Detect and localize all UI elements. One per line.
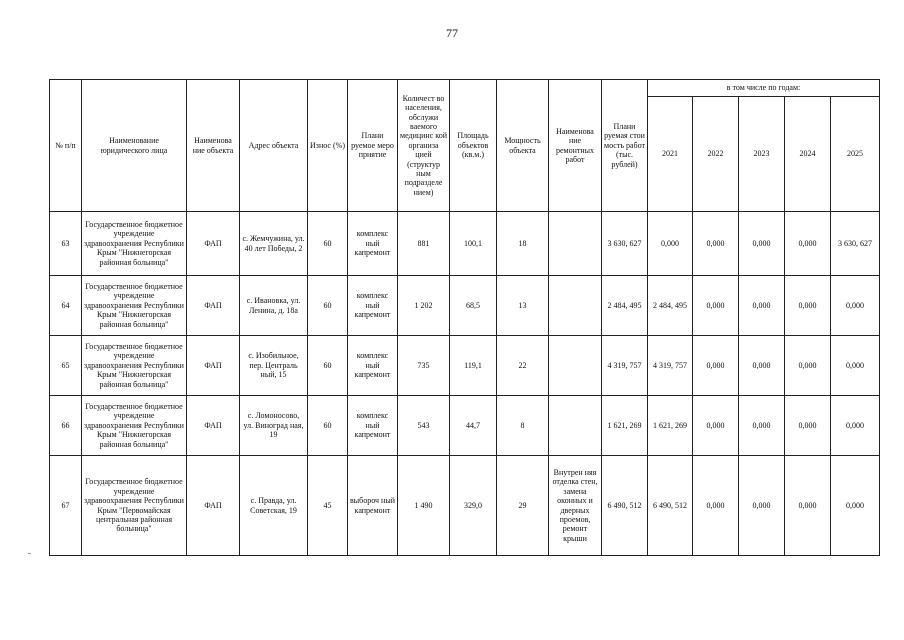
row-year-2021: 2 484, 495 xyxy=(648,276,693,336)
header-population: Количест во населения, обслужи ваемого медицинс кой организа цией (структур ным подразделе нием) xyxy=(398,80,450,212)
row-wear: 45 xyxy=(308,456,348,556)
row-year-2021: 0,000 xyxy=(648,212,693,276)
table-row xyxy=(50,212,880,276)
row-object-name: ФАП xyxy=(187,456,240,556)
header-capacity: Мощность объекта xyxy=(497,80,549,212)
row-num: 66 xyxy=(50,396,82,456)
row-capacity: 18 xyxy=(497,212,549,276)
row-capacity: 8 xyxy=(497,396,549,456)
row-year-2024: 0,000 xyxy=(785,456,831,556)
row-cost: 2 484, 495 xyxy=(602,276,648,336)
row-num: 67 xyxy=(50,456,82,556)
row-entity: Государственное бюджетное учреждение здравоохранения Республики Крым "Нижнегорская районная больница" xyxy=(82,396,187,456)
table-row xyxy=(50,396,880,456)
row-entity: Государственное бюджетное учреждение здравоохранения Республики Крым "Нижнегорская районная больница" xyxy=(82,276,187,336)
row-cost: 1 621, 269 xyxy=(602,396,648,456)
row-year-2023: 0,000 xyxy=(739,456,785,556)
header-area: Площадь объектов (кв.м.) xyxy=(450,80,497,212)
row-year-2025: 0,000 xyxy=(831,396,880,456)
row-object-name: ФАП xyxy=(187,276,240,336)
row-address: с. Жемчужина, ул. 40 лет Победы, 2 xyxy=(240,212,308,276)
row-capacity: 13 xyxy=(497,276,549,336)
row-capacity: 29 xyxy=(497,456,549,556)
row-wear: 60 xyxy=(308,336,348,396)
row-year-2023: 0,000 xyxy=(739,276,785,336)
row-measure: комплекс ный капремонт xyxy=(348,212,398,276)
row-population: 881 xyxy=(398,212,450,276)
row-year-2024: 0,000 xyxy=(785,276,831,336)
row-capacity: 22 xyxy=(497,336,549,396)
row-year-2024: 0,000 xyxy=(785,336,831,396)
table-row xyxy=(50,276,880,336)
row-population: 543 xyxy=(398,396,450,456)
row-measure: комплекс ный капремонт xyxy=(348,336,398,396)
header-by-years: в том числе по годам: xyxy=(648,80,880,97)
page-number: 77 xyxy=(446,26,458,40)
row-wear: 60 xyxy=(308,212,348,276)
header-num: № п/п xyxy=(50,80,82,212)
row-entity: Государственное бюджетное учреждение здравоохранения Республики Крым "Нижнегорская районная больница" xyxy=(82,212,187,276)
row-object-name: ФАП xyxy=(187,336,240,396)
row-year-2023: 0,000 xyxy=(739,396,785,456)
header-measure: Плани руемое меро приятие xyxy=(348,80,398,212)
row-year-2021: 6 490, 512 xyxy=(648,456,693,556)
row-num: 63 xyxy=(50,212,82,276)
row-population: 1 202 xyxy=(398,276,450,336)
header-year-2024: 2024 xyxy=(785,97,831,212)
row-repair-works: Внутрен няя отделка стен, замена оконных и дверных проемов, ремонт крыши xyxy=(549,456,602,556)
row-year-2023: 0,000 xyxy=(739,336,785,396)
row-cost: 3 630, 627 xyxy=(602,212,648,276)
header-cost: Плани руемая стои мость работ (тыс. рублей) xyxy=(602,80,648,212)
row-year-2025: 0,000 xyxy=(831,456,880,556)
row-measure: комплекс ный капремонт xyxy=(348,276,398,336)
row-repair-works xyxy=(549,396,602,456)
row-year-2021: 1 621, 269 xyxy=(648,396,693,456)
row-repair-works xyxy=(549,276,602,336)
row-year-2022: 0,000 xyxy=(693,212,739,276)
row-entity: Государственное бюджетное учреждение здравоохранения Республики Крым "Нижнегорская районная больница" xyxy=(82,336,187,396)
header-year-2022: 2022 xyxy=(693,97,739,212)
row-year-2021: 4 319, 757 xyxy=(648,336,693,396)
row-object-name: ФАП xyxy=(187,212,240,276)
row-area: 100,1 xyxy=(450,212,497,276)
header-wear: Износ (%) xyxy=(308,80,348,212)
repair-plan-table xyxy=(49,79,880,556)
row-year-2024: 0,000 xyxy=(785,396,831,456)
row-year-2022: 0,000 xyxy=(693,276,739,336)
row-year-2022: 0,000 xyxy=(693,396,739,456)
row-area: 119,1 xyxy=(450,336,497,396)
row-address: с. Правда, ул. Советская, 19 xyxy=(240,456,308,556)
row-address: с. Ивановка, ул. Ленина, д. 18а xyxy=(240,276,308,336)
table-row xyxy=(50,456,880,556)
row-year-2025: 3 630, 627 xyxy=(831,212,880,276)
row-cost: 6 490, 512 xyxy=(602,456,648,556)
row-year-2024: 0,000 xyxy=(785,212,831,276)
header-year-2025: 2025 xyxy=(831,97,880,212)
row-measure: выбороч ный капремонт xyxy=(348,456,398,556)
header-object-name: Наименова ние объекта xyxy=(187,80,240,212)
row-object-name: ФАП xyxy=(187,396,240,456)
row-area: 44,7 xyxy=(450,396,497,456)
row-population: 735 xyxy=(398,336,450,396)
row-year-2023: 0,000 xyxy=(739,212,785,276)
header-entity: Наименование юридического лица xyxy=(82,80,187,212)
row-year-2022: 0,000 xyxy=(693,336,739,396)
row-num: 65 xyxy=(50,336,82,396)
row-population: 1 490 xyxy=(398,456,450,556)
row-area: 68,5 xyxy=(450,276,497,336)
row-address: с. Изобильное, пер. Централь ный, 15 xyxy=(240,336,308,396)
row-entity: Государственное бюджетное учреждение здравоохранения Республики Крым "Первомайская центральная районная больница" xyxy=(82,456,187,556)
row-area: 329,0 xyxy=(450,456,497,556)
row-repair-works xyxy=(549,336,602,396)
row-address: с. Ломоносово, ул. Виноград ная, 19 xyxy=(240,396,308,456)
header-year-2023: 2023 xyxy=(739,97,785,212)
row-repair-works xyxy=(549,212,602,276)
row-measure: комплекс ный капремонт xyxy=(348,396,398,456)
table-row xyxy=(50,336,880,396)
header-repair-works: Наименова ние ремонтных работ xyxy=(549,80,602,212)
row-cost: 4 319, 757 xyxy=(602,336,648,396)
row-year-2025: 0,000 xyxy=(831,336,880,396)
row-year-2025: 0,000 xyxy=(831,276,880,336)
header-address: Адрес объекта xyxy=(240,80,308,212)
row-year-2022: 0,000 xyxy=(693,456,739,556)
row-num: 64 xyxy=(50,276,82,336)
row-wear: 60 xyxy=(308,396,348,456)
header-year-2021: 2021 xyxy=(648,97,693,212)
row-wear: 60 xyxy=(308,276,348,336)
scan-mark xyxy=(28,553,31,554)
